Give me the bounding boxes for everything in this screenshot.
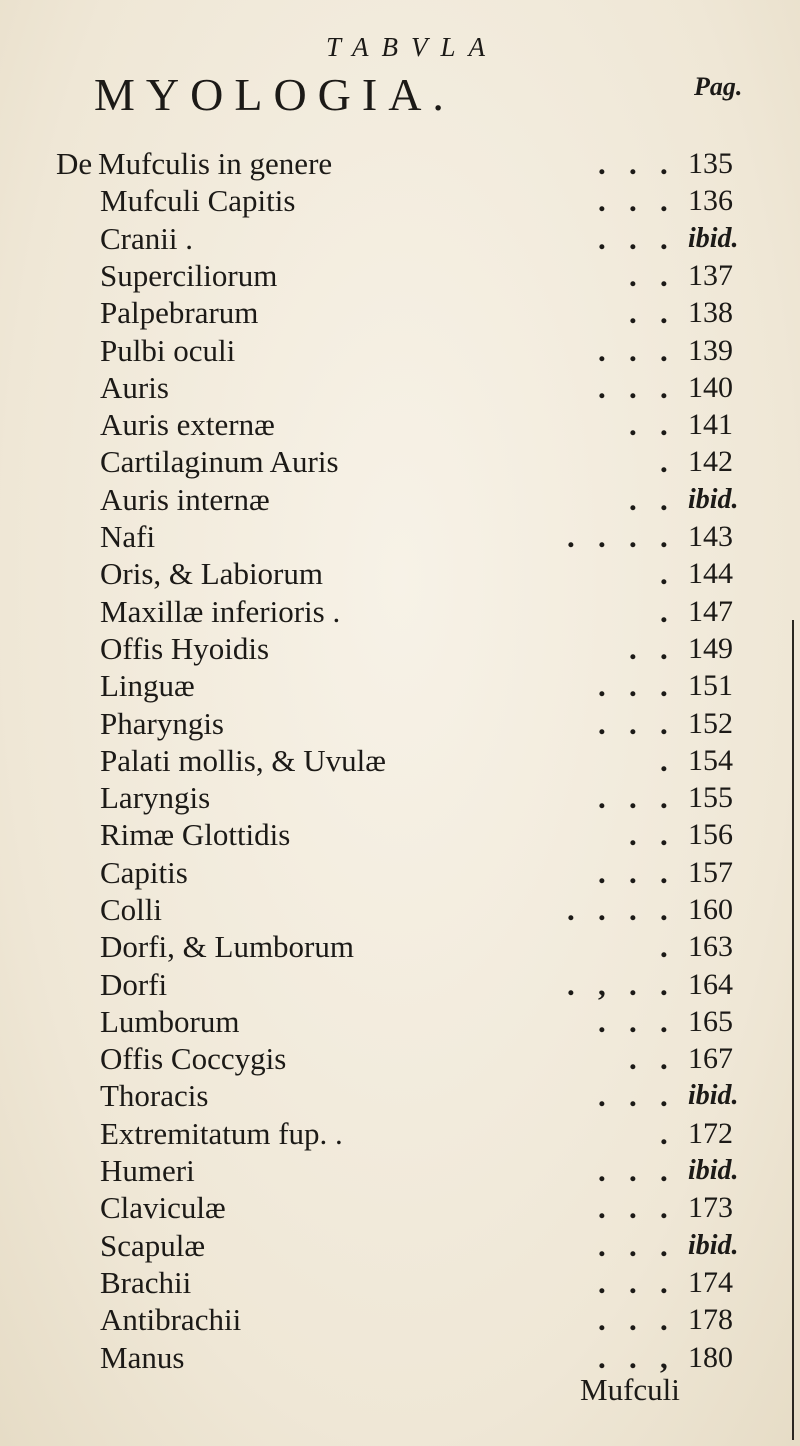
catchword: Mufculi: [580, 1372, 680, 1407]
leader-dots: . . .: [598, 1228, 668, 1263]
entry-label: Auris externæ: [100, 407, 275, 442]
entry-page-number: 136: [688, 184, 733, 217]
index-entry: [0, 293, 800, 333]
leader-dots: . .: [629, 407, 668, 442]
entry-page-number: 173: [688, 1191, 733, 1224]
entry-label: Mufculi Capitis: [100, 183, 296, 218]
index-entry: [0, 1076, 800, 1116]
entry-page-number: 164: [688, 968, 733, 1001]
entry-page-number: 172: [688, 1117, 733, 1150]
entry-page-number: 141: [688, 408, 733, 441]
entry-label: Auris internæ: [100, 482, 270, 517]
leader-dots: . . .: [598, 706, 668, 741]
entry-label: Humeri: [100, 1153, 195, 1188]
leader-dots: . . .: [598, 1190, 668, 1225]
entry-label: Palpebrarum: [100, 295, 259, 330]
entry-page-number: 138: [688, 296, 733, 329]
entry-label: Capitis: [100, 855, 188, 890]
entry-label: Maxillæ inferioris .: [100, 594, 341, 629]
entry-page-number: 165: [688, 1005, 733, 1038]
entry-label: Superciliorum: [100, 258, 278, 293]
index-entry: [0, 965, 800, 1005]
index-entry: [0, 219, 800, 259]
leader-dots: . .: [629, 817, 668, 852]
index-entry: [0, 256, 800, 296]
entry-page-number: 139: [688, 334, 733, 367]
leader-dots: . .: [629, 295, 668, 330]
entry-label: Oris, & Labiorum: [100, 556, 323, 591]
entry-page-number: ibid.: [688, 1155, 739, 1186]
entry-label: Dorfi, & Lumborum: [100, 929, 354, 964]
entry-page-number: 180: [688, 1341, 733, 1374]
leader-dots: .: [660, 929, 668, 964]
leader-dots: . . .: [598, 183, 668, 218]
leader-dots: . . .: [598, 1078, 668, 1113]
index-entry: [0, 927, 800, 967]
leader-dots: . . .: [598, 855, 668, 890]
index-entry: [0, 815, 800, 855]
entry-label: Pulbi oculi: [100, 333, 236, 368]
index-entry: [0, 592, 800, 632]
leader-dots: . . ,: [598, 1340, 668, 1375]
entry-page-number: 156: [688, 818, 733, 851]
leader-dots: . .: [629, 631, 668, 666]
index-entry: [0, 666, 800, 706]
leader-dots: . . .: [598, 1265, 668, 1300]
index-entry: [0, 554, 800, 594]
entry-page-number: 155: [688, 781, 733, 814]
index-entry: [0, 1039, 800, 1079]
index-entry: [0, 778, 800, 818]
entry-page-number: 151: [688, 669, 733, 702]
leader-dots: .: [660, 1116, 668, 1151]
entry-page-number: 149: [688, 632, 733, 665]
leader-dots: . .: [629, 482, 668, 517]
running-head: TABVLA: [326, 32, 498, 62]
entry-page-number: ibid.: [688, 223, 739, 254]
leader-dots: .: [660, 743, 668, 778]
entry-label: Extremitatum fup. .: [100, 1116, 343, 1151]
entry-page-number: 147: [688, 595, 733, 628]
index-entry: [0, 704, 800, 744]
entry-page-number: ibid.: [688, 484, 739, 515]
leader-dots: . . .: [598, 1153, 668, 1188]
entry-page-number: 140: [688, 371, 733, 404]
index-entry: [0, 629, 800, 669]
index-entry: [0, 853, 800, 893]
entry-label: Manus: [100, 1340, 185, 1375]
section-title: MYOLOGIA.: [94, 69, 455, 120]
entry-label: Cranii .: [100, 221, 193, 256]
entry-label: Scapulæ: [100, 1228, 206, 1263]
entry-page-number: 152: [688, 707, 733, 740]
entry-page-number: 144: [688, 557, 733, 590]
index-entry: [0, 1002, 800, 1042]
entry-page-number: 167: [688, 1042, 733, 1075]
entry-label: Colli: [100, 892, 163, 927]
leader-dots: . . . .: [567, 892, 668, 927]
entry-label: Claviculæ: [100, 1190, 226, 1225]
entry-page-number: 154: [688, 744, 733, 777]
entry-label: Laryngis: [100, 780, 211, 815]
leader-dots: . . .: [598, 1302, 668, 1337]
index-entry: [0, 1226, 800, 1266]
entry-page-number: 160: [688, 893, 733, 926]
page-column-label: Pag.: [694, 72, 743, 101]
entry-label: Mufculis in genere: [98, 146, 333, 181]
leader-dots: . .: [629, 258, 668, 293]
leader-dots: . . .: [598, 1004, 668, 1039]
index-entry: [0, 442, 800, 482]
entry-page-number: 142: [688, 445, 733, 478]
entry-label: Cartilaginum Auris: [100, 444, 339, 479]
entry-page-number: ibid.: [688, 1080, 739, 1111]
index-entry: [0, 1338, 800, 1378]
index-entry: [0, 741, 800, 781]
leader-dots: . . .: [598, 668, 668, 703]
index-entry: [0, 331, 800, 371]
leader-dots: . . .: [598, 221, 668, 256]
entry-prefix: De: [56, 146, 93, 181]
leader-dots: . . .: [598, 370, 668, 405]
entry-page-number: 137: [688, 259, 733, 292]
entry-label: Pharyngis: [100, 706, 224, 741]
entry-page-number: 143: [688, 520, 733, 553]
entry-label: Nafi: [100, 519, 156, 554]
entry-label: Palati mollis, & Uvulæ: [100, 743, 386, 778]
index-entry: [0, 1263, 800, 1303]
entry-page-number: 163: [688, 930, 733, 963]
leader-dots: . . . .: [567, 519, 668, 554]
entry-label: Offis Hyoidis: [100, 631, 270, 666]
entry-label: Offis Coccygis: [100, 1041, 287, 1076]
leader-dots: . , . .: [567, 967, 668, 1002]
entry-label: Dorfi: [100, 967, 168, 1002]
entry-page-number: 157: [688, 856, 733, 889]
index-entry: [0, 1188, 800, 1228]
entry-page-number: 174: [688, 1266, 733, 1299]
leader-dots: .: [660, 594, 668, 629]
leader-dots: . . .: [598, 780, 668, 815]
index-entry: [0, 1300, 800, 1340]
index-entry: [0, 480, 800, 520]
entry-label: Auris: [100, 370, 169, 405]
index-entry: [0, 890, 800, 930]
entry-label: Brachii: [100, 1265, 192, 1300]
index-entry: [0, 1114, 800, 1154]
leader-dots: .: [660, 444, 668, 479]
index-entry: [0, 368, 800, 408]
index-entry: [0, 181, 800, 221]
leader-dots: . .: [629, 1041, 668, 1076]
index-entry: [0, 144, 800, 184]
leader-dots: . . .: [598, 333, 668, 368]
index-entry: [0, 1151, 800, 1191]
index-entry: [0, 517, 800, 557]
leader-dots: .: [660, 556, 668, 591]
leader-dots: . . .: [598, 146, 668, 181]
index-entry: [0, 405, 800, 445]
entry-label: Thoracis: [100, 1078, 209, 1113]
entry-label: Rimæ Glottidis: [100, 817, 291, 852]
entry-label: Linguæ: [100, 668, 195, 703]
entry-page-number: 178: [688, 1303, 733, 1336]
entry-page-number: ibid.: [688, 1230, 739, 1261]
entry-label: Lumborum: [100, 1004, 240, 1039]
entry-page-number: 135: [688, 147, 733, 180]
entry-label: Antibrachii: [100, 1302, 242, 1337]
